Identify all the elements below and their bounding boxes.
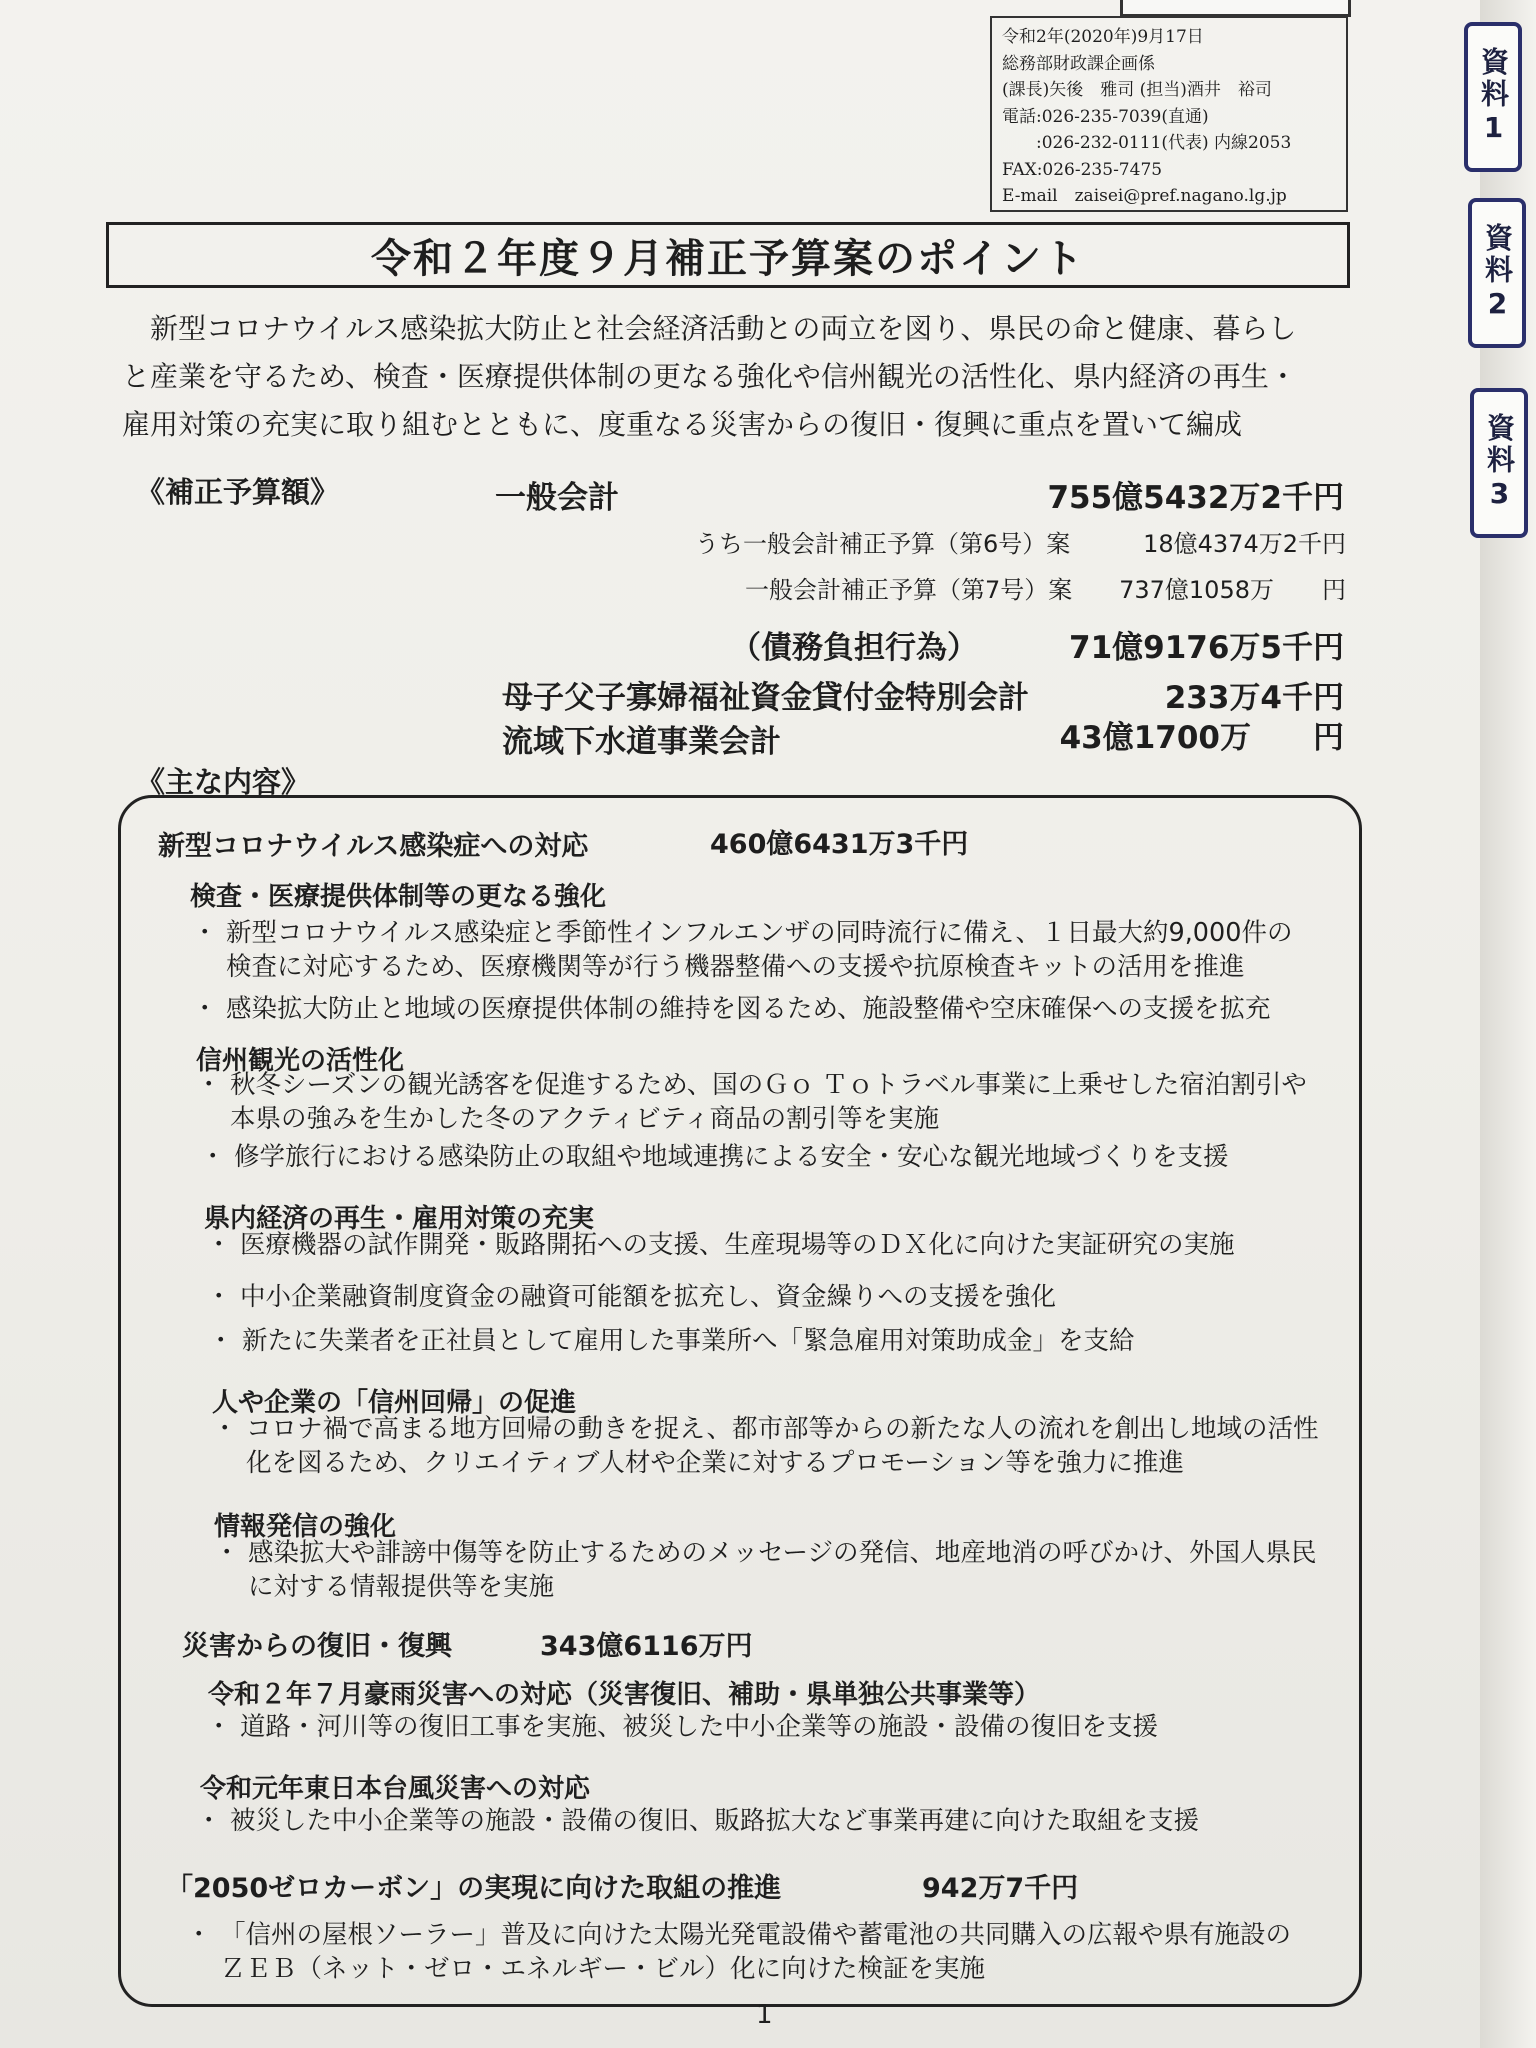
subsection-tourism: 信州観光の活性化 [196,1046,405,1076]
bullet-text: 医療機器の試作開発・販路開拓への支援、生産現場等のＤＸ化に向けた実証研究の実施 [240,1230,1235,1260]
page-title: 令和２年度９月補正予算案のポイント [106,222,1350,288]
bullet-text: 被災した中小企業等の施設・設備の復旧、販路拡大など事業再建に向けた取組を支援 [230,1806,1200,1836]
bullet-dot: ・ [186,1920,212,1950]
bullet-text: 修学旅行における感染防止の取組や地域連携による安全・安心な観光地域づくりを支援 [234,1142,1229,1172]
contact-email: E-mail zaisei@pref.nagano.lg.jp [1002,186,1287,206]
general-account-amount: 755億5432万2千円 [1047,480,1344,516]
zero-carbon-category: 「2050ゼロカーボン」の実現に向けた取組の推進 [166,1873,782,1904]
subsection-july-flood: 令和２年７月豪雨災害への対応（災害復旧、補助・県単独公共事業等） [208,1680,1041,1710]
welfare-fund-amount: 233万4千円 [1164,680,1344,716]
tab-shiryo-2[interactable] [1468,198,1526,348]
bullet-dot: ・ [212,1414,238,1444]
contact-staff: (課長)矢後 雅司 (担当)酒井 裕司 [1002,80,1272,100]
corona-category: 新型コロナウイルス感染症への対応 [158,831,589,862]
bullet-text: 本県の強みを生かした冬のアクティビティ商品の割引等を実施 [230,1104,940,1134]
sewer-account-amount: 43億1700万 円 [1059,720,1344,756]
bullet-text: 新たに失業者を正社員として雇用した事業所へ「緊急雇用対策助成金」を支給 [242,1326,1135,1356]
bullet-text: 感染拡大や誹謗中傷等を防止するためのメッセージの発信、地産地消の呼びかけ、外国人県民 [248,1538,1317,1568]
debt-burden-label: （債務負担行為） [730,630,978,666]
list-item [192,916,1292,984]
bullet-dot: ・ [200,1142,226,1172]
contact-tel: 電話:026-235-7039(直通) [1002,106,1209,127]
bullet-dot: ・ [206,1230,232,1260]
debt-burden-amount: 71億9176万5千円 [1069,630,1344,666]
tab-label: 資料3 [1483,412,1516,514]
budget-heading: 《補正予算額》 [136,475,340,509]
contact-fax: FAX:026-235-7475 [1002,159,1163,180]
list-item [192,992,1270,1026]
list-item [214,1536,1316,1604]
subsection-information: 情報発信の強化 [214,1512,397,1542]
tab-label: 資料2 [1481,222,1514,324]
list-item [196,1804,1199,1838]
disaster-amount: 343億6116万円 [540,1631,753,1662]
intro-paragraph [122,305,1362,449]
bullet-dot: ・ [206,1712,232,1742]
page-number: 1 [756,2000,773,2030]
bullet-text: 道路・河川等の復旧工事を実施、被災した中小企業等の施設・設備の復旧を支援 [240,1712,1159,1742]
bullet-text: 化を図るため、クリエイティブ人材や企業に対するプロモーション等を強力に推進 [246,1448,1184,1478]
supplement-7-label: 一般会計補正予算（第7号）案 [745,576,1073,604]
contact-dept: 総務部財政課企画係 [1002,53,1155,74]
tab-shiryo-1[interactable] [1464,22,1522,172]
bullet-text: 新型コロナウイルス感染症と季節性インフルエンザの同時流行に備え、１日最大約9,000件の [226,918,1293,948]
welfare-fund-label: 母子父子寡婦福祉資金貸付金特別会計 [502,680,1029,716]
bullet-text: に対する情報提供等を実施 [248,1572,555,1602]
bullet-dot: ・ [208,1326,234,1356]
bullet-dot: ・ [206,1282,232,1312]
contents-heading: 《主な内容》 [136,765,311,799]
header-tag [1120,0,1351,17]
bullet-dot: ・ [192,918,218,948]
bullet-text: 「信州の屋根ソーラー」普及に向けた太陽光発電設備や蓄電池の共同購入の広報や県有施設の [220,1920,1292,1950]
list-item [208,1324,1135,1358]
bullet-dot: ・ [214,1538,240,1568]
corona-amount: 460億6431万3千円 [710,829,969,860]
bullet-dot: ・ [192,994,218,1024]
list-item [186,1918,1291,1986]
subsection-economy: 県内経済の再生・雇用対策の充実 [204,1204,595,1234]
bullet-text: 検査に対応するため、医療機関等が行う機器整備への支援や抗原検査キットの活用を推進 [226,952,1245,982]
bullet-text: ＺＥＢ（ネット・ゼロ・エネルギー・ビル）化に向けた検証を実施 [220,1954,986,1984]
bullet-dot: ・ [196,1806,222,1836]
bullet-text: コロナ禍で高まる地方回帰の動きを捉え、都市部等からの新たな人の流れを創出し地域の活性 [246,1414,1319,1444]
bullet-dot: ・ [196,1070,222,1100]
intro-line: 新型コロナウイルス感染拡大防止と社会経済活動との両立を図り、県民の命と健康、暮らし [150,312,1297,345]
bullet-text: 感染拡大防止と地域の医療提供体制の維持を図るため、施設整備や空床確保への支援を拡充 [226,994,1271,1024]
list-item [196,1068,1307,1136]
intro-line: 雇用対策の充実に取り組むとともに、度重なる災害からの復旧・復興に重点を置いて編成 [122,408,1243,441]
supplement-6-amount: 18億4374万2千円 [1143,530,1346,558]
list-item [206,1710,1158,1744]
sewer-account-label: 流域下水道事業会計 [502,724,781,760]
list-item [212,1412,1319,1480]
contact-tel-main: :026-232-0111(代表) 内線2053 [1002,133,1292,153]
contact-date: 令和2年(2020年)9月17日 [1002,27,1204,47]
zero-carbon-amount: 942万7千円 [922,1873,1079,1904]
subsection-return: 人や企業の「信州回帰」の促進 [212,1388,577,1418]
supplement-7-amount: 737億1058万 円 [1119,576,1346,604]
disaster-category: 災害からの復旧・復興 [182,1631,452,1662]
general-account-label: 一般会計 [495,480,619,516]
subsection-typhoon: 令和元年東日本台風災害への対応 [200,1774,591,1804]
supplement-6-label: うち一般会計補正予算（第6号）案 [695,530,1071,558]
contact-box [990,16,1348,212]
list-item [206,1280,1056,1314]
bullet-text: 中小企業融資制度資金の融資可能額を拡充し、資金繰りへの支援を強化 [240,1282,1057,1312]
subsection-testing: 検査・医療提供体制等の更なる強化 [190,882,607,912]
tab-label: 資料1 [1477,46,1510,148]
intro-line: と産業を守るため、検査・医療提供体制の更なる強化や信州観光の活性化、県内経済の再生・ [122,360,1297,393]
tab-shiryo-3[interactable] [1470,388,1528,538]
list-item [206,1228,1235,1262]
list-item [200,1140,1229,1174]
bullet-text: 秋冬シーズンの観光誘客を促進するため、国のＧｏ Ｔｏトラベル事業に上乗せした宿泊割引や [230,1070,1307,1100]
